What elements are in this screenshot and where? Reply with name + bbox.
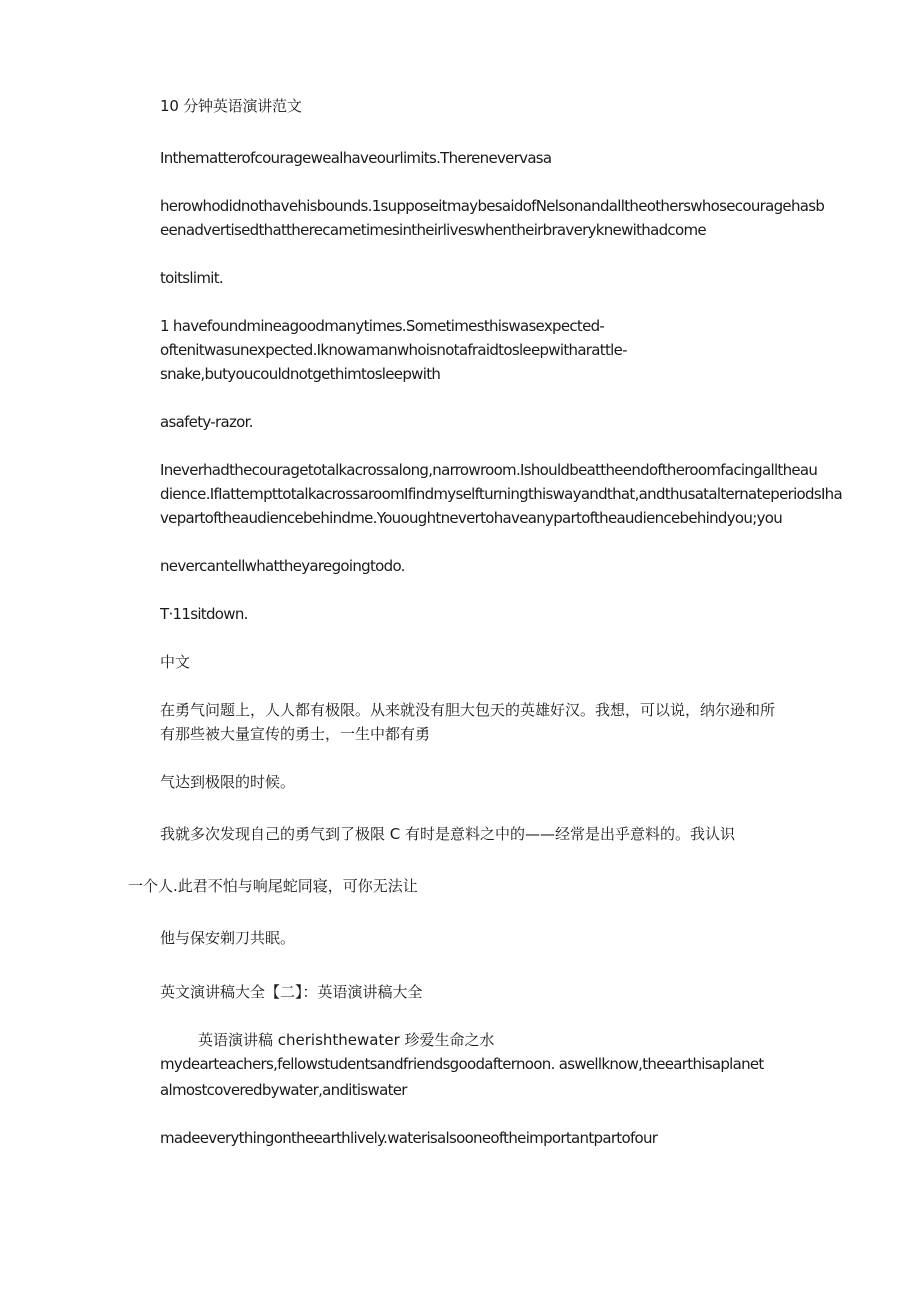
section-heading-chinese: 中文 [160,653,191,671]
paragraph-line: snake,butyoucouldnotgethimtosleepwith [160,365,441,383]
paragraph-line: almostcoveredbywater,anditiswater [160,1081,407,1099]
paragraph-line: oftenitwasunexpected.Iknowamanwhoisnotafraidtosleepwitharattle- [160,341,627,359]
paragraph-line: 一个人.此君不怕与响尾蛇同寝，可你无法让 [128,877,418,895]
section-heading: 英文演讲稿大全【二】：英语演讲稿大全 [160,983,423,1001]
paragraph-line: madeeverythingontheearthlively.waterisalsooneoftheimportantpartofour [160,1129,658,1147]
document-title: 10 分钟英语演讲范文 [160,97,302,115]
paragraph-line: Inthematterofcouragewealhaveourlimits.Therenevervasa [160,149,552,167]
subsection-heading: 英语演讲稿 cherishthewater 珍爱生命之水 [198,1031,495,1049]
paragraph-line: 他与保安剃刀共眠。 [160,929,296,947]
paragraph-line: 有那些被大量宣传的勇士，一生中都有勇 [160,725,431,743]
paragraph-line: herowhodidnothavehisbounds.1supposeitmaybesaidofNelsonandalltheotherswhosecouragehasb [160,197,825,215]
paragraph-line: nevercantellwhattheyaregoingtodo. [160,557,405,575]
paragraph-line: 1 havefoundmineagoodmanytimes.Sometimesthiswasexpected- [160,317,605,335]
paragraph-line: toitslimit. [160,269,223,287]
paragraph-line: vepartoftheaudiencebehindme.Yououghtnevertohaveanypartoftheaudiencebehindyou;you [160,509,783,527]
paragraph-line: 我就多次发现自己的勇气到了极限 C 有时是意料之中的——经常是出乎意料的。我认识 [160,825,736,843]
paragraph-line: eenadvertisedthattherecametimesintheirliveswhentheirbraveryknewithadcome [160,221,706,239]
paragraph-line: 在勇气问题上，人人都有极限。从来就没有胆大包天的英雄好汉。我想，可以说，纳尔逊和所 [160,701,776,719]
paragraph-line: asafety-razor. [160,413,253,431]
paragraph-line: 气达到极限的时候。 [160,773,296,791]
paragraph-line: Ineverhadthecouragetotalkacrossalong,narrowroom.Ishouldbeattheendoftheroomfacingalltheau [160,461,818,479]
paragraph-line: dience.IfIattempttotalkacrossaroomIfindmyselfturningthiswayandthat,andthusatalternateperiodsIha [160,485,842,503]
paragraph-line: mydearteachers,fellowstudentsandfriendsgoodafternoon. aswellknow,theearthisaplanet [160,1055,764,1073]
paragraph-line: T·11sitdown. [160,605,248,623]
